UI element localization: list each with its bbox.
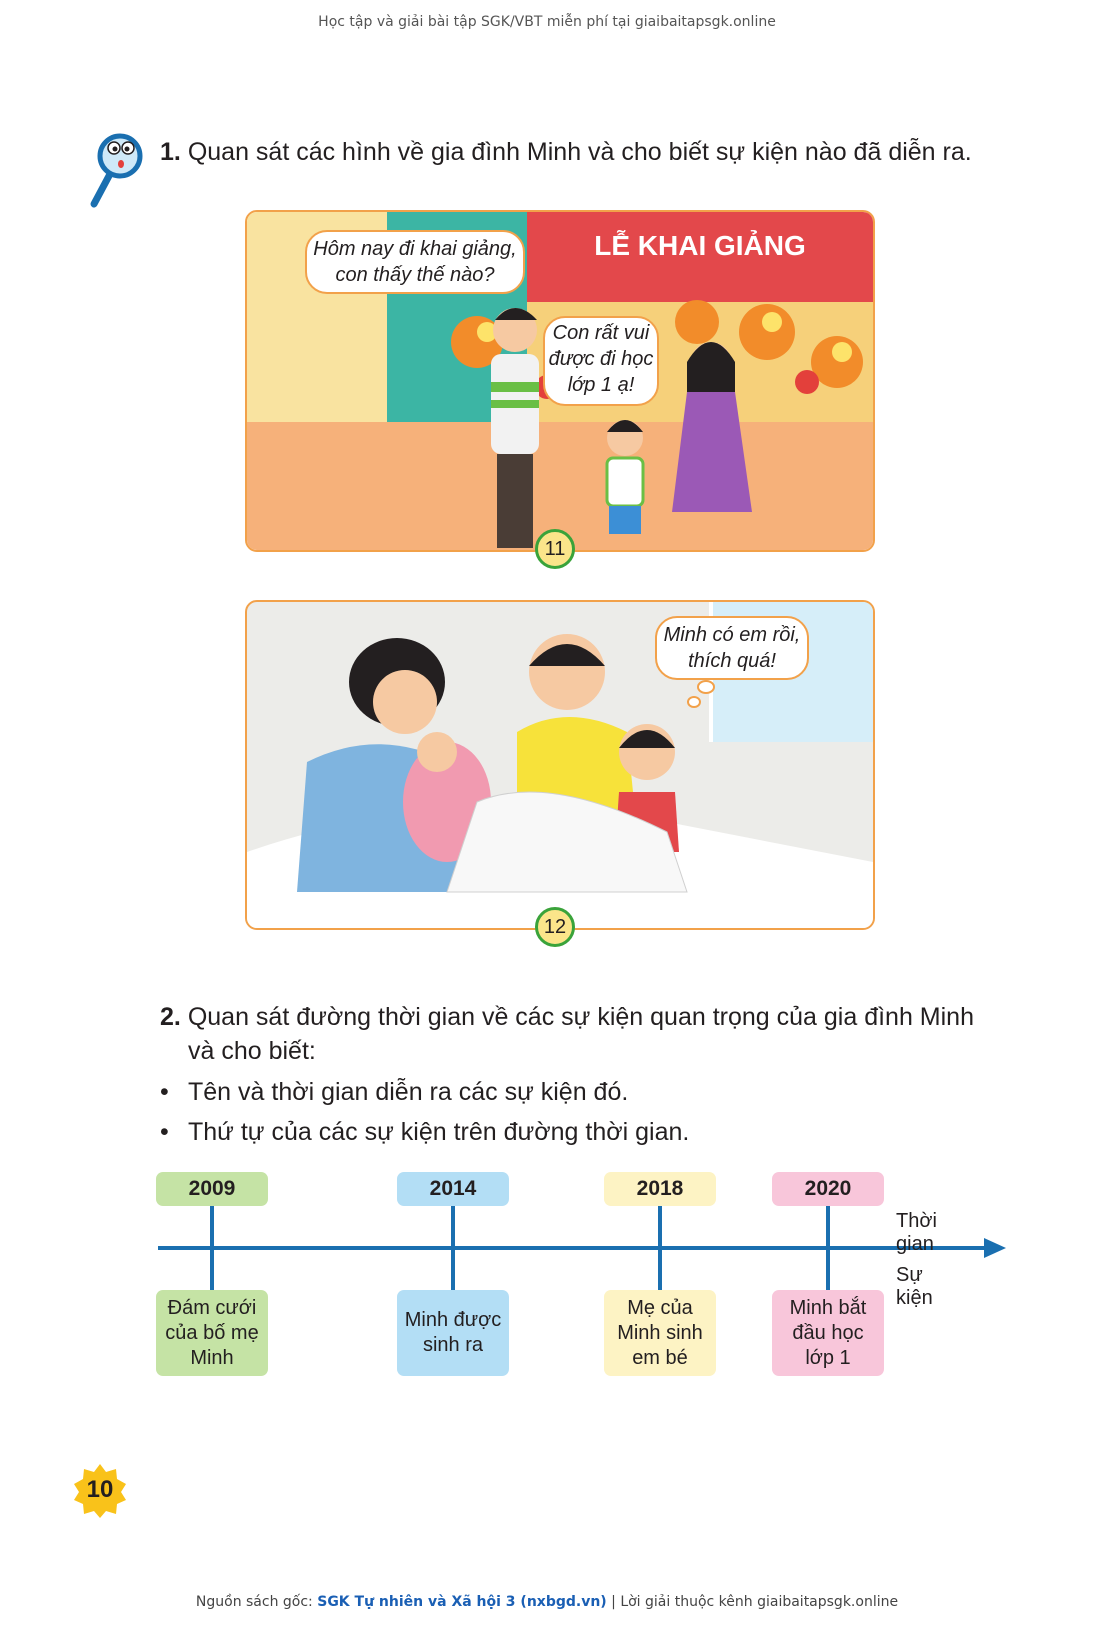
event-box: Minh được sinh ra [397, 1290, 509, 1376]
page-header: Học tập và giải bài tập SGK/VBT miễn phí tại giaibaitapsgk.online [318, 14, 776, 30]
question-1 [160, 138, 972, 167]
figure-number-badge: 12 [535, 907, 575, 947]
event-box: Đám cưới của bố mẹ Minh [156, 1290, 268, 1376]
arrow-right-icon [984, 1238, 1006, 1258]
banner-title: LỄ KHAI GIẢNG [594, 230, 806, 261]
page-number: 10 [86, 1476, 114, 1503]
timeline-tick [210, 1206, 214, 1292]
timeline-tick [658, 1206, 662, 1292]
thought-dot [687, 696, 701, 708]
timeline-tick [826, 1206, 830, 1292]
question-number: 2. [160, 1003, 181, 1031]
event-box: Minh bắt đầu học lớp 1 [772, 1290, 884, 1376]
question-number: 1. [160, 138, 181, 166]
figure-12-illustration [245, 600, 875, 930]
page-footer: Nguồn sách gốc: SGK Tự nhiên và Xã hội 3 (nxbgd.vn) | Lời giải thuộc kênh giaibaitapsgk.online [195, 1594, 899, 1610]
figure-number-badge: 11 [535, 529, 575, 569]
event-box: Mẹ của Minh sinh em bé [604, 1290, 716, 1376]
axis-label-time: Thời gian [896, 1210, 937, 1255]
question-text-line2: và cho biết: [188, 1037, 316, 1065]
year-label: 2018 [604, 1172, 716, 1206]
year-label: 2020 [772, 1172, 884, 1206]
question-text-line1: Quan sát đường thời gian về các sự kiện quan trọng của gia đình Minh [187, 1003, 974, 1031]
year-label: 2014 [397, 1172, 509, 1206]
speech-bubble-father: Hôm nay đi khai giảng, con thấy thế nào? [305, 230, 525, 294]
question-2 [160, 1000, 1040, 1068]
timeline-axis [158, 1246, 996, 1250]
thought-dot [697, 680, 715, 694]
figure-11-illustration [245, 210, 875, 552]
source-link[interactable]: SGK Tự nhiên và Xã hội 3 (nxbgd.vn) [317, 1594, 607, 1610]
thought-bubble: Minh có em rồi, thích quá! [655, 616, 809, 680]
bullet-item: • Thứ tự của các sự kiện trên đường thời gian. [160, 1118, 690, 1146]
question-text: Quan sát các hình về gia đình Minh và cho biết sự kiện nào đã diễn ra. [187, 138, 972, 166]
bullet-item: • Tên và thời gian diễn ra các sự kiện đó. [160, 1078, 629, 1106]
timeline-tick [451, 1206, 455, 1292]
page-number-badge [72, 1462, 128, 1518]
axis-label-event: Sự kiện [896, 1264, 933, 1309]
magnifier-mascot-icon [86, 126, 146, 210]
speech-bubble-child: Con rất vui được đi học lớp 1 ạ! [543, 316, 659, 406]
year-label: 2009 [156, 1172, 268, 1206]
